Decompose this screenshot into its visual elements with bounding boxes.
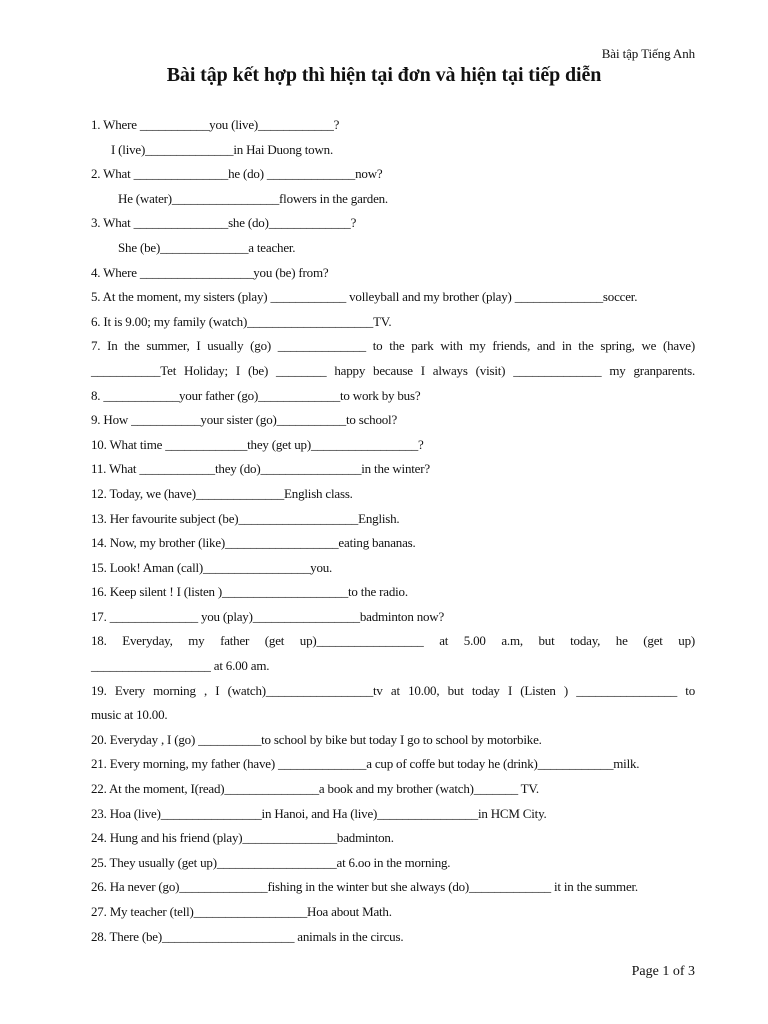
exercise-line-18: 18. Everyday, my father (get up)_________________ at 5.00 a.m, but today, he (get up) [91,633,695,649]
page-number: Page 1 of 3 [631,964,695,979]
exercise-line-7: 7. In the summer, I usually (go) ______________ to the park with my friends, and in the spring, we (have) [91,338,695,354]
exercise-line-19-cont: music at 10.00. [91,707,168,723]
exercise-line-8: 8. ____________your father (go)_____________to work by bus? [91,387,421,403]
exercise-line-24: 24. Hung and his friend (play)_______________badminton. [91,830,394,846]
exercise-line-10: 10. What time _____________they (get up)_________________? [91,436,424,452]
exercise-line-3-answer: She (be)______________a teacher. [118,239,296,255]
exercise-line-26: 26. Ha never (go)______________fishing in the winter but she always (do)_____________ it in the summer. [91,879,638,895]
exercise-line-6: 6. It is 9.00; my family (watch)____________________TV. [91,313,392,329]
exercise-line-1: 1. Where ___________you (live)____________? [91,117,340,132]
exercise-line-17: 17. ______________ you (play)_________________badminton now? [91,608,445,624]
exercise-line-5: 5. At the moment, my sisters (play) ____________ volleyball and my brother (play) ______________soccer. [91,289,638,305]
exercise-line-20: 20. Everyday , I (go) __________to school by bike but today I go to school by motorbike. [91,731,542,747]
exercise-line-19: 19. Every morning , I (watch)_________________tv at 10.00, but today I (Listen ) ________________ to [91,682,695,698]
document-header-label: Bài tập Tiếng Anh [601,46,695,61]
page-title: Bài tập kết hợp thì hiện tại đơn và hiện tại tiếp diễn [166,64,602,86]
exercise-body [91,113,695,949]
exercise-line-2-answer: He (water)_________________flowers in the garden. [118,190,388,206]
exercise-line-14: 14. Now, my brother (like)__________________eating bananas. [91,535,416,551]
exercise-line-27: 27. My teacher (tell)__________________Hoa about Math. [91,904,392,919]
exercise-line-21: 21. Every morning, my father (have) ______________a cup of coffe but today he (drink)____________milk. [91,756,640,772]
exercise-line-15: 15. Look! Aman (call)_________________you. [91,559,333,575]
exercise-line-1-answer: I (live)______________in Hai Duong town. [111,141,334,157]
exercise-line-18-cont: ___________________ at 6.00 am. [91,658,270,674]
exercise-line-23: 23. Hoa (live)________________in Hanoi, and Ha (live)________________in HCM City. [91,805,547,821]
exercise-line-7-cont: ___________Tet Holiday; I (be) ________ happy because I always (visit) ______________ my granparents. [91,362,695,378]
exercise-line-13: 13. Her favourite subject (be)___________________English. [91,510,400,526]
exercise-line-28: 28. There (be)_____________________ animals in the circus. [91,928,404,944]
exercise-line-12: 12. Today, we (have)______________English class. [91,485,353,501]
exercise-line-2: 2. What _______________he (do) ______________now? [91,166,383,182]
exercise-line-9: 9. How ___________your sister (go)___________to school? [91,412,398,428]
exercise-line-25: 25. They usually (get up)___________________at 6.oo in the morning. [91,854,451,870]
exercise-line-3: 3. What _______________she (do)_____________? [91,215,357,231]
exercise-line-16: 16. Keep silent ! I (listen )____________________to the radio. [91,584,408,600]
exercise-line-22: 22. At the moment, I(read)_______________a book and my brother (watch)_______ TV. [91,781,539,797]
exercise-line-4: 4. Where __________________you (be) from? [91,264,329,280]
exercise-line-11: 11. What ____________they (do)________________in the winter? [91,461,430,477]
